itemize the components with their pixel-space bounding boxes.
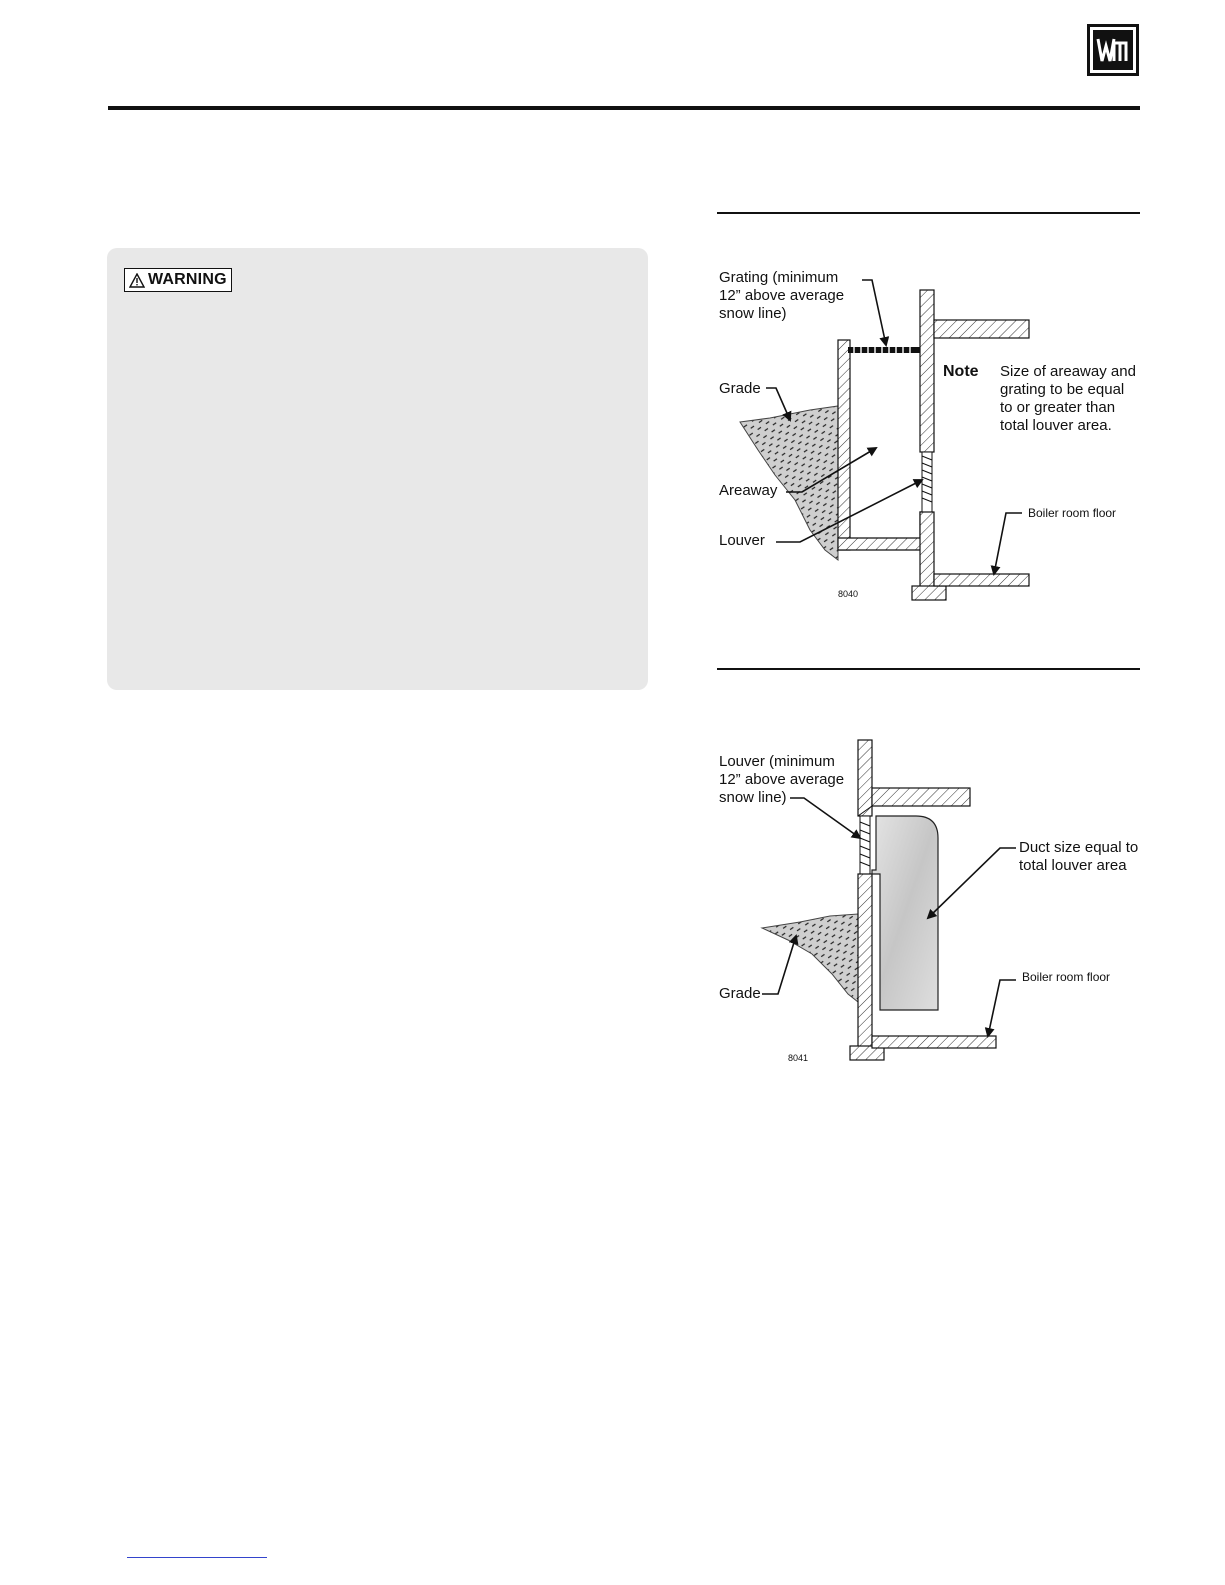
duct (872, 816, 938, 1010)
louver (922, 452, 932, 512)
figure1-number: 8040 (838, 589, 859, 599)
header-rule (108, 106, 1140, 110)
boiler-floor-leader (994, 513, 1022, 574)
duct-leader (928, 848, 1016, 918)
building-wall-lower (858, 874, 872, 1050)
warning-triangle-icon (129, 273, 145, 288)
note-heading: Note (943, 363, 979, 380)
figure2-top-rule (717, 668, 1140, 670)
note-text-line1: Size of areaway and (1000, 363, 1136, 380)
wm-logo-icon (1087, 24, 1139, 76)
areaway-label: Areaway (719, 482, 778, 499)
figure1-top-rule (717, 212, 1140, 214)
grating-leader (862, 280, 886, 345)
areaway-wall (838, 340, 850, 550)
boiler-room-floor-slab (934, 574, 1029, 586)
footer-link-underline[interactable] (127, 1557, 267, 1558)
duct-label-line2: total louver area (1019, 857, 1127, 874)
building-wall-lower (920, 512, 934, 587)
louver-label-line1: Louver (minimum (719, 753, 835, 770)
louver-leader (790, 798, 860, 838)
duct-label-line1: Duct size equal to (1019, 839, 1139, 856)
grating-label-line3: snow line) (719, 305, 787, 322)
grating-label-line2: 12” above average (719, 287, 845, 304)
boiler-floor-label: Boiler room floor (1022, 970, 1111, 984)
note-text-line2: grating to be equal (1000, 381, 1125, 398)
note-text-line4: total louver area. (1000, 417, 1112, 434)
grade-earth (762, 914, 858, 1002)
building-wall-upper (920, 290, 934, 452)
louver-label: Louver (719, 532, 765, 549)
boiler-room-floor-slab (872, 1036, 996, 1048)
areaway-floor (838, 512, 932, 550)
footing (912, 586, 946, 600)
grade-label: Grade (719, 380, 761, 397)
figure2-number: 8041 (788, 1053, 809, 1063)
note-text-line3: to or greater than (1000, 399, 1116, 416)
louver-label-line3: snow line) (719, 789, 787, 806)
warning-badge (124, 268, 232, 292)
boiler-floor-label: Boiler room floor (1028, 506, 1117, 520)
ceiling-slab (934, 320, 1029, 338)
grade-label: Grade (719, 985, 761, 1002)
wm-logo-mark (1093, 30, 1133, 70)
boiler-floor-leader (988, 980, 1016, 1036)
grade-leader (762, 936, 796, 994)
warning-panel (107, 248, 648, 690)
grating-label-line1: Grating (minimum (719, 269, 839, 286)
figure2-duct-diagram (700, 740, 1150, 1070)
building-wall-upper (858, 740, 872, 816)
warning-label: WARNING (148, 271, 227, 288)
ceiling-slab (872, 788, 970, 806)
louver-label-line2: 12” above average (719, 771, 845, 788)
figure1-areaway-diagram (700, 260, 1150, 610)
grating (848, 347, 920, 353)
